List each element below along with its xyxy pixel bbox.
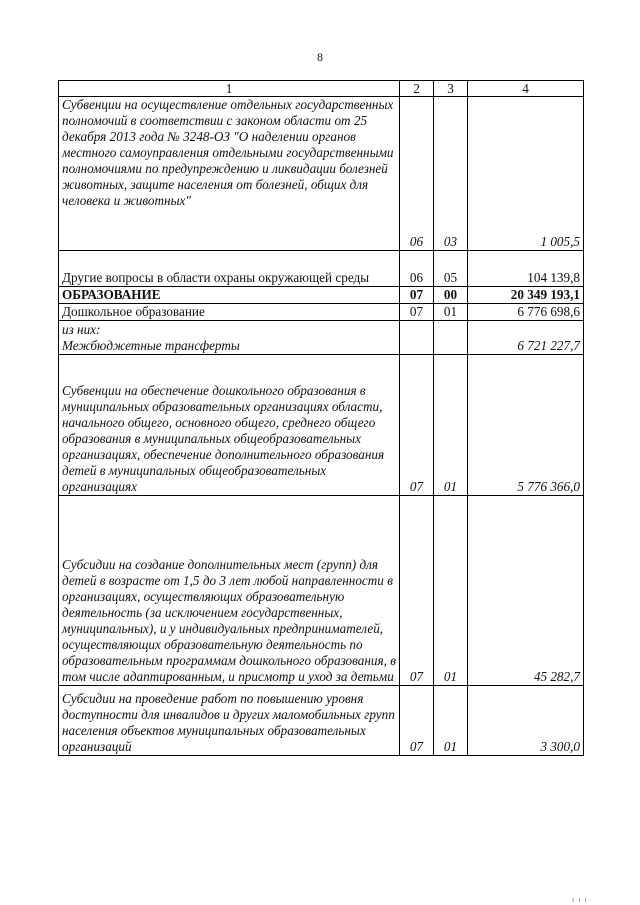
header-col-name: 1 — [59, 81, 400, 97]
row-section: 07 — [400, 355, 434, 496]
row-subsection: 01 — [434, 686, 468, 756]
row-amount: 104 139,8 — [468, 251, 584, 287]
row-section: 07 — [400, 287, 434, 304]
row-name: Субсидии на проведение работ по повышению уровня доступности для инвалидов и других маломобильных групп населения объектов муниципальных образовательных организаций — [59, 686, 400, 756]
page-number: 8 — [317, 50, 323, 64]
row-section: 07 — [400, 304, 434, 321]
row-subsection: 01 — [434, 304, 468, 321]
row-subsection: 03 — [434, 97, 468, 251]
budget-table — [58, 80, 584, 756]
header-col-subsection: 3 — [434, 81, 468, 97]
row-subsection: 00 — [434, 287, 468, 304]
row-name-title: Межбюджетные трансферты — [62, 338, 240, 353]
row-name: ОБРАЗОВАНИЕ — [59, 287, 400, 304]
row-section: 07 — [400, 686, 434, 756]
row-name: Субвенции на осуществление отдельных государственных полномочий в соответствии с законом области от 25 декабря 2013 года № 3248-ОЗ "О наделении органов местного самоуправления отдельными государственными полномочиями по предупреждению и ликвидации болезней животных, защите населения от болезней, общих для человека и животных" — [59, 97, 400, 251]
row-subsection — [434, 321, 468, 355]
table-row — [59, 686, 584, 756]
row-name: Субсидии на создание дополнительных мест (групп) для детей в возрасте от 1,5 до 3 лет любой направленности в организациях, осуществляющих образовательную деятельность (за исключением государственных, муниципальных), и у индивидуальных предпринимателей, осуществляющих образовательную деятельность по образовательным программам дошкольного образования, в том числе адаптированным, и присмотр и уход за детьми — [59, 496, 400, 686]
row-section: 06 — [400, 97, 434, 251]
row-amount: 6 776 698,6 — [468, 304, 584, 321]
row-subsection: 01 — [434, 496, 468, 686]
row-amount: 45 282,7 — [468, 496, 584, 686]
table-row — [59, 287, 584, 304]
table-row — [59, 496, 584, 686]
row-subsection: 05 — [434, 251, 468, 287]
row-name-prefix: из них: — [62, 322, 101, 337]
table-row — [59, 251, 584, 287]
row-name: Дошкольное образование — [59, 304, 400, 321]
row-amount: 3 300,0 — [468, 686, 584, 756]
table-row — [59, 355, 584, 496]
header-col-amount: 4 — [468, 81, 584, 97]
row-amount: 6 721 227,7 — [468, 321, 584, 355]
row-subsection: 01 — [434, 355, 468, 496]
row-name — [59, 321, 400, 355]
table-row — [59, 304, 584, 321]
table-row — [59, 97, 584, 251]
row-amount: 5 776 366,0 — [468, 355, 584, 496]
corner-mark: ı ı ı — [572, 895, 588, 904]
table-header-row — [59, 81, 584, 97]
row-name: Другие вопросы в области охраны окружающей среды — [59, 251, 400, 287]
row-section: 06 — [400, 251, 434, 287]
row-section: 07 — [400, 496, 434, 686]
row-amount: 1 005,5 — [468, 97, 584, 251]
header-col-section: 2 — [400, 81, 434, 97]
row-amount: 20 349 193,1 — [468, 287, 584, 304]
row-section — [400, 321, 434, 355]
row-name: Субвенции на обеспечение дошкольного образования в муниципальных образовательных организациях области, начального общего, основного общего, среднего общего образования в муниципальных общеобразовательных организациях, обеспечение дополнительного образования детей в муниципальных общеобразовательных организациях — [59, 355, 400, 496]
table-row — [59, 321, 584, 355]
